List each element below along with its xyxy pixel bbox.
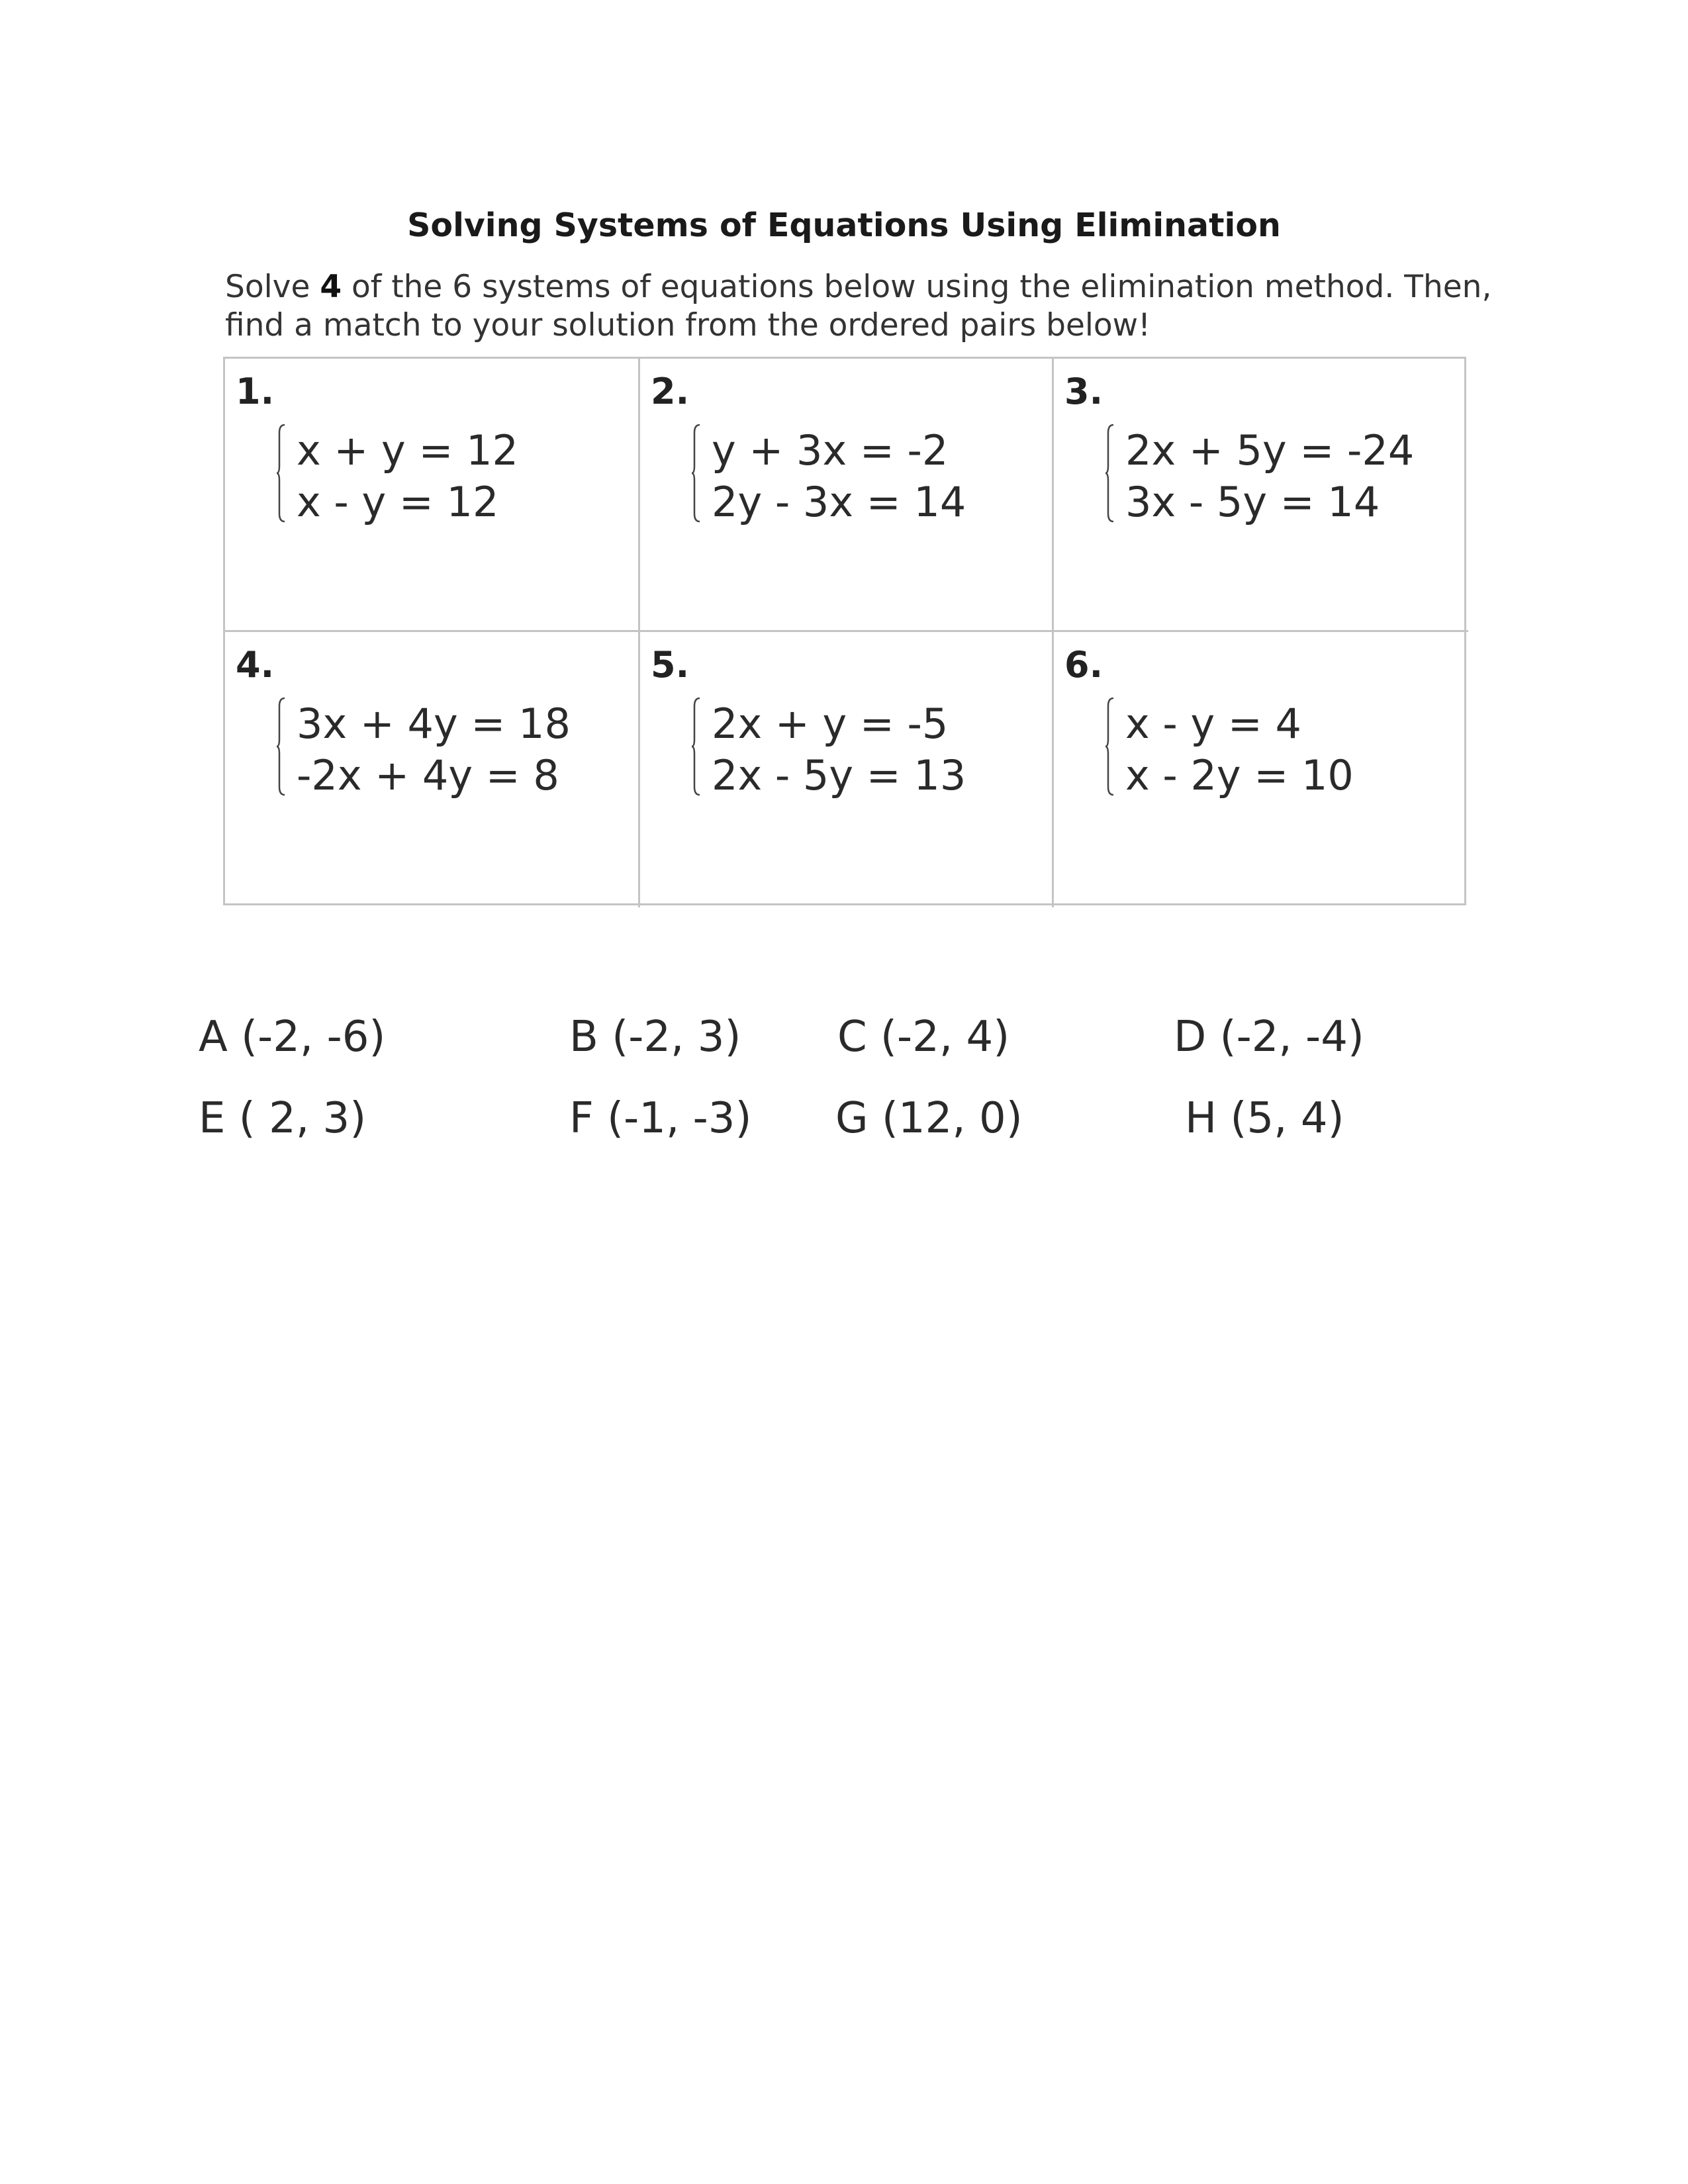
equation-1: x - y = 4 (1125, 700, 1301, 748)
answer-choice-e: E ( 2, 3) (199, 1094, 367, 1143)
answer-choice-g: G (12, 0) (835, 1094, 1023, 1143)
problem-cell-5 (640, 632, 1054, 907)
equation-2: 2y - 3x = 14 (712, 478, 966, 526)
problem-number: 4. (236, 644, 275, 686)
answer-choice-b: B (-2, 3) (569, 1013, 741, 1062)
equation-1: 2x + y = -5 (712, 700, 949, 748)
brace-icon (692, 424, 701, 523)
problem-number: 1. (236, 371, 275, 412)
problem-number: 5. (651, 644, 690, 686)
worksheet-title: Solving Systems of Equations Using Elimination (407, 206, 1281, 244)
instructions-prefix: Solve (225, 269, 320, 305)
equation-system (297, 425, 518, 528)
equation-system (712, 698, 966, 801)
problem-number: 2. (651, 371, 690, 412)
equation-2: -2x + 4y = 8 (297, 751, 559, 799)
equation-2: 2x - 5y = 13 (712, 751, 966, 799)
brace-icon (277, 697, 286, 796)
problem-cell-4 (225, 632, 640, 907)
problem-cell-3 (1054, 359, 1468, 632)
problem-grid (223, 357, 1466, 905)
equation-system (1125, 425, 1414, 528)
instructions-suffix: of the 6 systems of equations below using the elimination method. Then, find a match to your solution from the ordered pairs below! (225, 269, 1492, 343)
equation-system (712, 425, 966, 528)
equation-2: x - y = 12 (297, 478, 499, 526)
problem-number: 6. (1064, 644, 1103, 686)
equation-2: x - 2y = 10 (1125, 751, 1354, 799)
equation-1: x + y = 12 (297, 426, 519, 475)
equation-2: 3x - 5y = 14 (1125, 478, 1380, 526)
brace-icon (1105, 424, 1115, 523)
brace-icon (692, 697, 701, 796)
brace-icon (277, 424, 286, 523)
instructions-emphasis: 4 (320, 269, 342, 305)
problem-cell-2 (640, 359, 1054, 632)
problem-cell-6 (1054, 632, 1468, 907)
problem-cell-1 (225, 359, 640, 632)
equation-system (1125, 698, 1354, 801)
brace-icon (1105, 697, 1115, 796)
problem-number: 3. (1064, 371, 1103, 412)
equation-1: 3x + 4y = 18 (297, 700, 571, 748)
answer-choice-c: C (-2, 4) (837, 1013, 1010, 1062)
answer-choice-d: D (-2, -4) (1174, 1013, 1364, 1062)
answer-choice-h: H (5, 4) (1185, 1094, 1344, 1143)
answer-choice-f: F (-1, -3) (569, 1094, 752, 1143)
equation-1: y + 3x = -2 (712, 426, 949, 475)
equation-system (297, 698, 571, 801)
answer-choice-a: A (-2, -6) (199, 1013, 386, 1062)
equation-1: 2x + 5y = -24 (1125, 426, 1415, 475)
instructions (225, 268, 1503, 345)
